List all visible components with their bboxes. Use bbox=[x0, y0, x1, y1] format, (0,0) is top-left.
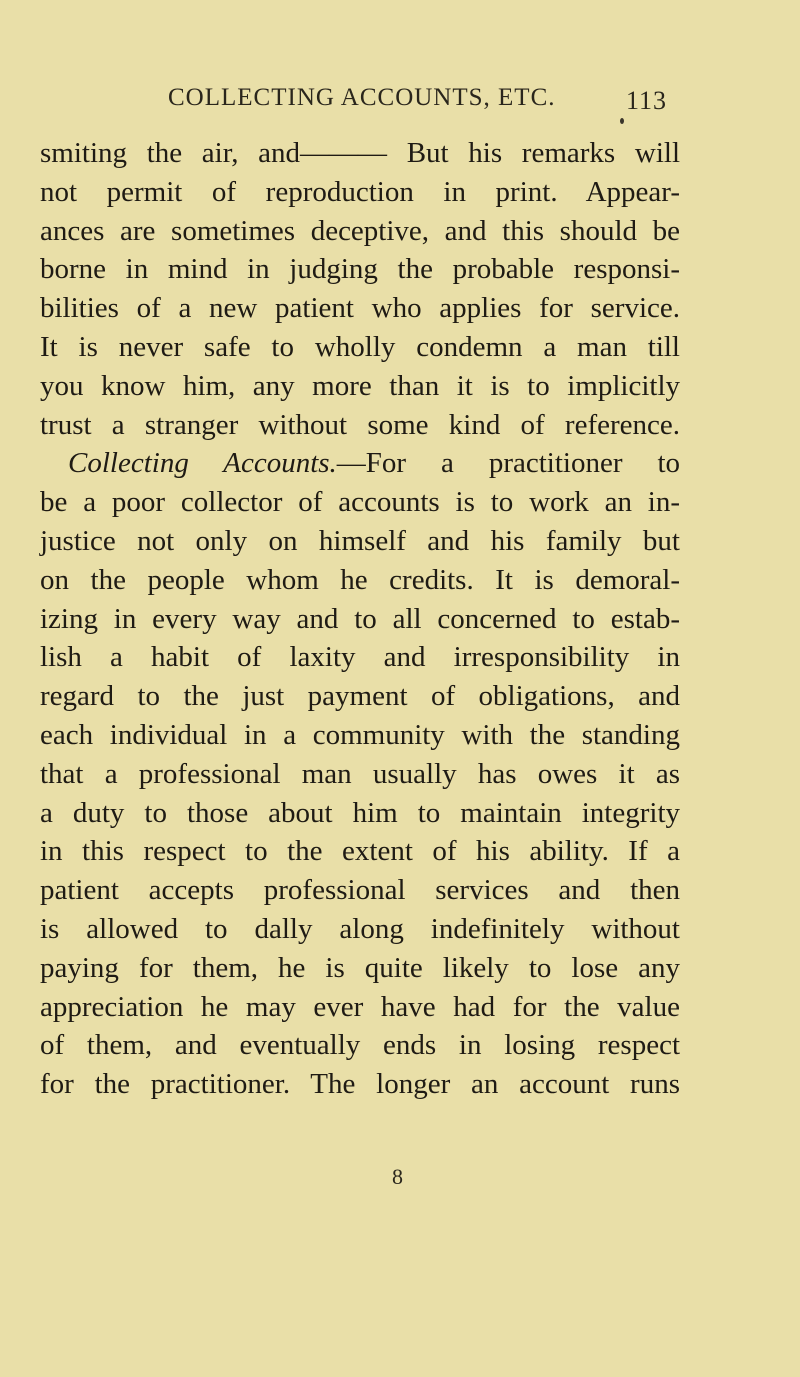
text-line: smiting the air, and——— But his remarks will bbox=[40, 137, 680, 169]
text-line: is allowed to dally along indefinitely without bbox=[40, 912, 680, 945]
text-line: of them, and eventually ends in losing respect bbox=[40, 1029, 680, 1062]
signature-mark: 8 bbox=[392, 1164, 403, 1189]
text-line: patient accepts professional services and then bbox=[40, 874, 680, 907]
page-number: 113 bbox=[626, 86, 668, 115]
section-heading: Collecting Accounts. bbox=[68, 447, 337, 480]
text-line: be a poor collector of accounts is to work an in- bbox=[40, 486, 680, 519]
text-line: borne in mind in judging the probable responsi- bbox=[40, 253, 680, 286]
text-line: lish a habit of laxity and irresponsibility in bbox=[40, 641, 680, 674]
text-line: izing in every way and to all concerned to estab- bbox=[40, 602, 680, 635]
text-line: bilities of a new patient who applies for service. bbox=[40, 292, 680, 325]
ink-speck bbox=[620, 118, 624, 124]
text-line: justice not only on himself and his family but bbox=[40, 524, 680, 557]
text-line: for the practitioner. The longer an account runs bbox=[40, 1068, 680, 1101]
section-first-line bbox=[40, 444, 680, 483]
text-line: on the people whom he credits. It is demoral- bbox=[40, 563, 680, 596]
running-head: COLLECTING ACCOUNTS, ETC. bbox=[168, 84, 556, 111]
text-line: trust a stranger without some kind of reference. bbox=[40, 408, 680, 441]
body-text bbox=[40, 134, 680, 1104]
text-line: regard to the just payment of obligations, and bbox=[40, 680, 680, 713]
text-line: in this respect to the extent of his ability. If a bbox=[40, 835, 680, 868]
text-line: that a professional man usually has owes it as bbox=[40, 757, 680, 790]
text-line: you know him, any more than it is to implicitly bbox=[40, 369, 680, 402]
text-line: paying for them, he is quite likely to lose any bbox=[40, 951, 680, 984]
text-line: ances are sometimes deceptive, and this should be bbox=[40, 214, 680, 247]
text-line: not permit of reproduction in print. Appear- bbox=[40, 175, 680, 208]
text-line: each individual in a community with the standing bbox=[40, 718, 680, 751]
text-line: It is never safe to wholly condemn a man till bbox=[40, 330, 680, 363]
text-line: a duty to those about him to maintain integrity bbox=[40, 796, 680, 829]
text-line: appreciation he may ever have had for the value bbox=[40, 990, 680, 1023]
section-first-line-text: —For a practitioner to bbox=[336, 447, 681, 480]
